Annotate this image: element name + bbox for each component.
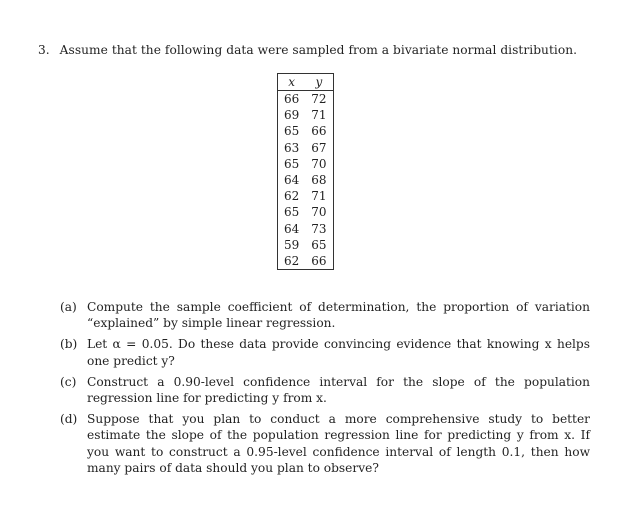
data-table — [277, 73, 334, 270]
cell-y: 66 — [305, 123, 333, 139]
part-b — [60, 336, 590, 368]
cell-x: 64 — [278, 221, 306, 237]
cell-y: 65 — [305, 237, 333, 253]
table-row — [278, 91, 334, 108]
part-d — [60, 411, 590, 476]
table-row — [278, 204, 334, 220]
cell-x: 62 — [278, 253, 306, 270]
cell-y: 70 — [305, 156, 333, 172]
part-text: Let α = 0.05. Do these data provide convincing evidence that knowing x helps one predict y? — [87, 337, 590, 368]
cell-x: 63 — [278, 140, 306, 156]
part-label: (c) — [60, 374, 77, 389]
table-row — [278, 188, 334, 204]
table-row — [278, 221, 334, 237]
table-header-row — [278, 74, 334, 91]
part-text: Compute the sample coefficient of determination, the proportion of variation “explained” by simple linear regression. — [87, 300, 590, 331]
table-row — [278, 140, 334, 156]
part-label: (b) — [60, 337, 78, 352]
table-row — [278, 237, 334, 253]
table-row — [278, 107, 334, 123]
cell-y: 72 — [305, 91, 333, 108]
cell-x: 64 — [278, 172, 306, 188]
problem-number: 3. — [38, 43, 50, 57]
part-a — [60, 299, 590, 331]
table-row — [278, 172, 334, 188]
cell-x: 66 — [278, 91, 306, 108]
header-x: x — [278, 74, 306, 91]
cell-y: 70 — [305, 204, 333, 220]
cell-y: 71 — [305, 107, 333, 123]
header-y: y — [305, 74, 333, 91]
cell-x: 65 — [278, 123, 306, 139]
cell-y: 67 — [305, 140, 333, 156]
cell-x: 59 — [278, 237, 306, 253]
cell-y: 73 — [305, 221, 333, 237]
cell-y: 71 — [305, 188, 333, 204]
cell-y: 68 — [305, 172, 333, 188]
table-row — [278, 253, 334, 270]
cell-y: 66 — [305, 253, 333, 270]
cell-x: 69 — [278, 107, 306, 123]
part-c — [60, 374, 590, 406]
part-label: (d) — [60, 412, 78, 427]
cell-x: 65 — [278, 156, 306, 172]
table-row — [278, 156, 334, 172]
problem-text: Assume that the following data were sampled from a bivariate normal distribution. — [59, 43, 578, 57]
cell-x: 62 — [278, 188, 306, 204]
part-text: Construct a 0.90-level confidence interval for the slope of the population regression line for predicting y from x. — [87, 374, 590, 406]
part-label: (a) — [60, 300, 77, 314]
cell-x: 65 — [278, 204, 306, 220]
problem-statement — [38, 43, 577, 57]
part-text: Suppose that you plan to conduct a more comprehensive study to better estimate the slope of the population regression line for predicting y from x. If you want to construct a 0.95-level confidence interval of length 0.1, then how many pairs of data should you plan to observe? — [87, 412, 590, 475]
question-parts — [60, 299, 590, 481]
table-row — [278, 123, 334, 139]
